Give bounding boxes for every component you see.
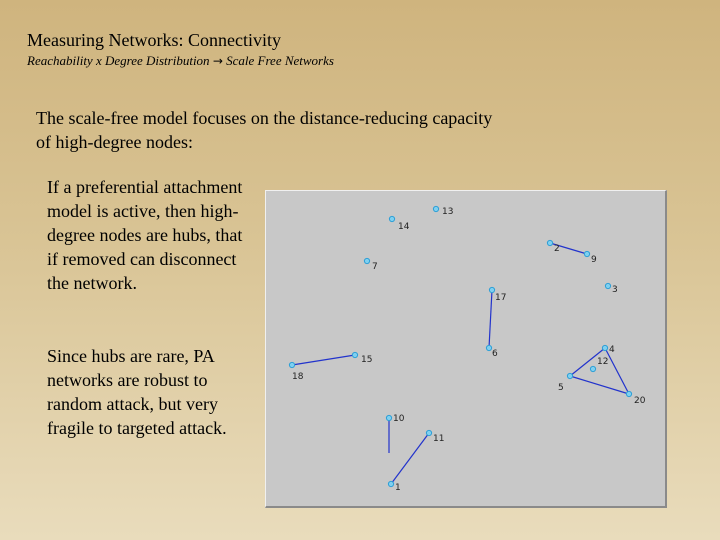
node-label: 12 bbox=[597, 357, 609, 367]
node-label: 2 bbox=[554, 244, 560, 254]
network-node bbox=[547, 240, 552, 245]
network-edge bbox=[489, 290, 492, 348]
network-node bbox=[433, 206, 438, 211]
network-edge bbox=[391, 433, 429, 484]
network-node bbox=[426, 430, 431, 435]
network-node bbox=[605, 283, 610, 288]
node-label: 11 bbox=[433, 434, 445, 444]
node-label: 5 bbox=[558, 383, 564, 393]
network-node bbox=[584, 251, 589, 256]
node-label: 6 bbox=[492, 349, 498, 359]
network-node bbox=[389, 216, 394, 221]
node-label: 4 bbox=[609, 345, 615, 355]
slide-subtitle bbox=[27, 53, 334, 69]
network-node bbox=[364, 258, 369, 263]
lead-text: The scale-free model focuses on the distance-reducing capacity of high-degree nodes: bbox=[36, 108, 493, 152]
node-label: 18 bbox=[292, 372, 304, 382]
node-label: 17 bbox=[495, 293, 507, 303]
network-figure bbox=[265, 190, 667, 508]
paragraph-robustness: Since hubs are rare, PA networks are robust to random attack, but very fragile to targeted attack. bbox=[47, 346, 227, 438]
paragraph-hubs: If a preferential attachment model is active, then high-degree nodes are hubs, that if removed can disconnect the network. bbox=[47, 177, 243, 293]
network-node bbox=[626, 391, 631, 396]
network-node bbox=[386, 415, 391, 420]
network-graph bbox=[266, 191, 668, 509]
subtitle-right: Scale Free Networks bbox=[226, 53, 334, 68]
slide-title: Measuring Networks: Connectivity bbox=[27, 30, 281, 50]
subtitle-left: Reachability x Degree Distribution bbox=[27, 53, 210, 68]
node-label: 10 bbox=[393, 414, 405, 424]
network-node bbox=[352, 352, 357, 357]
node-label: 13 bbox=[442, 207, 454, 217]
network-node bbox=[289, 362, 294, 367]
network-node bbox=[602, 345, 607, 350]
node-label: 3 bbox=[612, 285, 618, 295]
node-label: 7 bbox=[372, 262, 378, 272]
node-label: 14 bbox=[398, 222, 410, 232]
network-node bbox=[388, 481, 393, 486]
node-label: 15 bbox=[361, 355, 373, 365]
node-label: 20 bbox=[634, 396, 646, 406]
node-label: 1 bbox=[395, 483, 401, 493]
network-edge bbox=[292, 355, 355, 365]
network-node bbox=[486, 345, 491, 350]
network-edge bbox=[570, 376, 629, 394]
network-node bbox=[590, 366, 595, 371]
network-node bbox=[567, 373, 572, 378]
network-node bbox=[489, 287, 494, 292]
node-label: 9 bbox=[591, 255, 597, 265]
arrow-right-icon: → bbox=[212, 54, 223, 68]
